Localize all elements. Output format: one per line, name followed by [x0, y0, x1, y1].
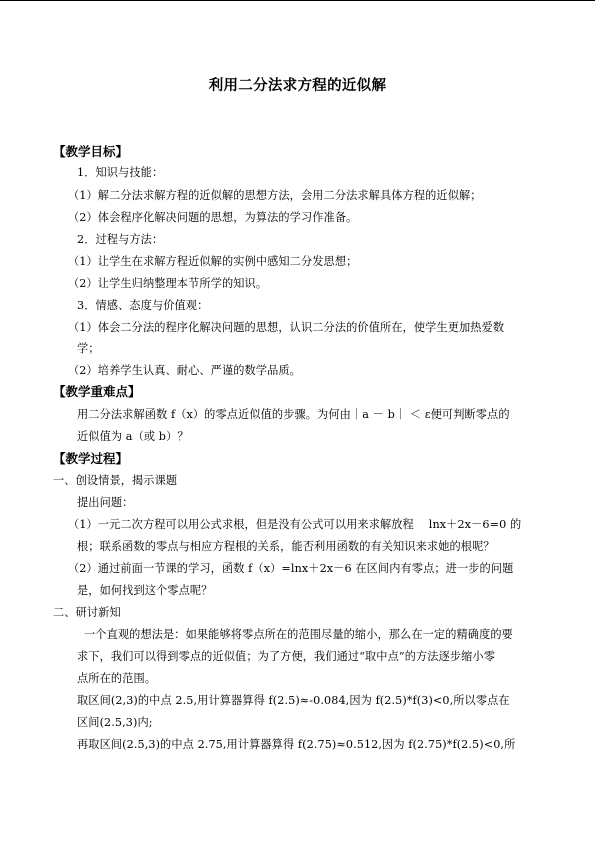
text-line: （1）让学生在求解方程近似解的实例中感知二分发思想； — [68, 255, 358, 268]
text-line: （1）体会二分法的程序化解决问题的思想，认识二分法的价值所在，使学生更加热爱数 — [68, 321, 505, 334]
section-heading-key-points: 【教学重难点】 — [53, 384, 141, 399]
text-line: （1）一元二次方程可以用公式求根，但是没有公式可以用来求解放程 lnx＋2x－6=0 的 — [68, 518, 522, 531]
text-line: 1．知识与技能： — [77, 166, 164, 179]
text-line: （2）让学生归纳整理本节所学的知识。 — [68, 277, 268, 290]
top-border-line — [0, 0, 595, 1]
text-line: 学； — [77, 342, 100, 355]
text-line: 一个直观的想法是：如果能够将零点所在的范围尽量的缩小，那么在一定的精确度的要 — [84, 628, 513, 641]
text-line: 用二分法求解函数 f（x）的零点近似值的步骤。为何由｜a － b｜ ＜ ε便可判断零点的 — [77, 408, 510, 421]
text-line: 2．过程与方法： — [77, 233, 164, 246]
document-title: 利用二分法求方程的近似解 — [208, 78, 387, 94]
text-line: 取区间(2,3)的中点 2.5,用计算器算得 f(2.5)≈-0.084,因为 f(2.5)*f(3)<0,所以零点在 — [77, 694, 510, 707]
text-line: （2）通过前面一节课的学习，函数 f（x）=lnx＋2x－6 在区间内有零点；进一步的问题 — [68, 562, 514, 575]
text-line: 根；联系函数的零点与相应方程根的关系，能否利用函数的有关知识来求她的根呢？ — [77, 540, 495, 553]
text-line: 区间(2.5,3)内; — [77, 716, 153, 729]
text-line: 是，如何找到这个零点呢？ — [77, 584, 213, 597]
text-line: 近似值为 a（或 b）？ — [77, 430, 189, 443]
text-line: 3．情感、态度与价值观： — [77, 299, 209, 312]
text-line: （2）体会程序化解决问题的思想，为算法的学习作准备。 — [68, 211, 358, 224]
text-line: 点所在的范围。 — [77, 672, 157, 685]
text-line: 求下，我们可以得到零点的近似值；为了方便，我们通过“取中点”的方法逐步缩小零 — [77, 650, 495, 663]
text-line: 一、创设情景，揭示课题 — [53, 474, 178, 487]
text-line: 再取区间(2.5,3)的中点 2.75,用计算器算得 f(2.75)≈0.512,因为 f(2.75)*f(2.5)<0,所 — [77, 738, 516, 751]
text-line: （2）培养学生认真、耐心、严谨的数学品质。 — [68, 364, 301, 377]
text-line: （1）解二分法求解方程的近似解的思想方法，会用二分法求解具体方程的近似解； — [68, 189, 482, 202]
section-heading-process: 【教学过程】 — [53, 451, 129, 466]
section-heading-objectives: 【教学目标】 — [53, 144, 129, 159]
text-line: 提出问题： — [77, 496, 134, 509]
text-line: 二、研讨新知 — [53, 606, 121, 619]
